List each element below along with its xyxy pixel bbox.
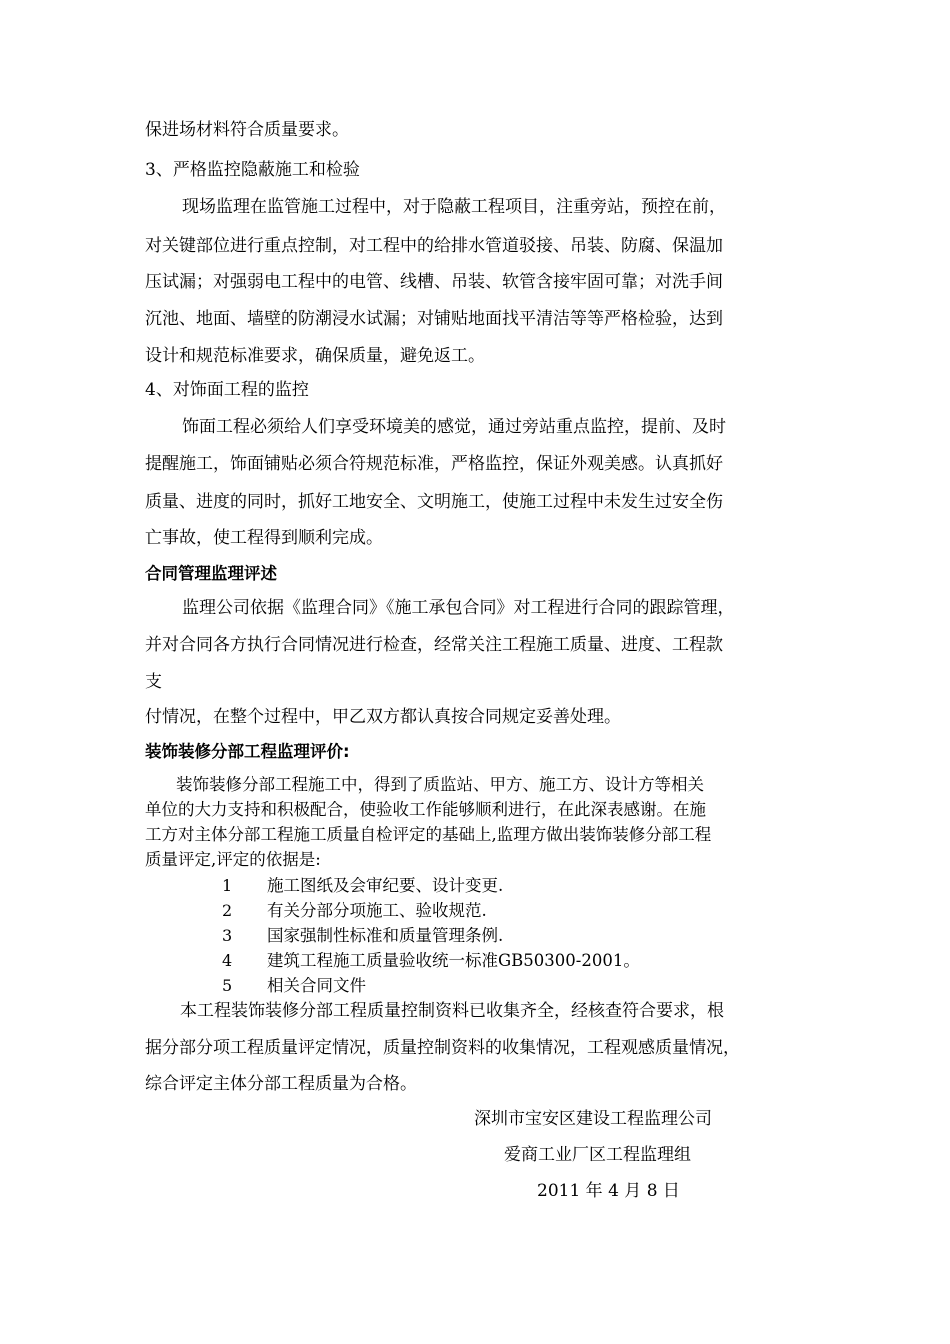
contract-heading: 合同管理监理评述 [145, 564, 277, 583]
signature-group: 爱商工业厂区工程监理组 [504, 1145, 691, 1165]
paragraph-line: 支 [145, 672, 162, 692]
paragraph-line: 并对合同各方执行合同情况进行检查，经常关注工程施工质量、进度、工程款 [145, 635, 723, 655]
paragraph-line: 沉池、地面、墙壁的防潮浸水试漏；对铺贴地面找平清洁等等严格检验，达到 [145, 309, 723, 329]
paragraph-line: 装饰装修分部工程施工中，得到了质监站、甲方、施工方、设计方等相关 [176, 775, 704, 794]
basis-item-text: 相关合同文件 [267, 976, 366, 995]
evaluation-heading: 装饰装修分部工程监理评价: [145, 742, 350, 761]
item-3-title: 3、严格监控隐蔽施工和检验 [145, 160, 360, 180]
basis-item-number: 1 [222, 876, 233, 895]
basis-item-text: 有关分部分项施工、验收规范. [267, 901, 487, 920]
paragraph-line: 本工程装饰装修分部工程质量控制资料已收集齐全，经核查符合要求，根 [180, 1001, 724, 1021]
basis-item-number: 5 [222, 976, 233, 995]
paragraph-line: 压试漏；对强弱电工程中的电管、线槽、吊装、软管含接牢固可靠；对洗手间 [145, 272, 723, 292]
paragraph-line: 综合评定主体分部工程质量为合格。 [145, 1074, 417, 1094]
basis-item-number: 2 [222, 901, 233, 920]
paragraph-line: 现场监理在监管施工过程中，对于隐蔽工程项目，注重旁站，预控在前， [182, 197, 726, 217]
signature-date: 2011 年 4 月 8 日 [537, 1181, 680, 1201]
paragraph-line: 单位的大力支持和积极配合，使验收工作能够顺利进行，在此深表感谢。在施 [145, 800, 706, 819]
paragraph-line: 工方对主体分部工程施工质量自检评定的基础上,监理方做出装饰装修分部工程 [145, 825, 712, 844]
paragraph-line: 付情况，在整个过程中，甲乙双方都认真按合同规定妥善处理。 [145, 707, 621, 727]
paragraph-line: 保进场材料符合质量要求。 [145, 120, 349, 140]
basis-item-number: 3 [222, 926, 233, 945]
item-4-title: 4、对饰面工程的监控 [145, 380, 309, 400]
paragraph-line: 质量、进度的同时，抓好工地安全、文明施工，使施工过程中未发生过安全伤 [145, 492, 723, 512]
paragraph-line: 监理公司依据《监理合同》《施工承包合同》对工程进行合同的跟踪管理， [182, 598, 735, 618]
paragraph-line: 对关键部位进行重点控制，对工程中的给排水管道驳接、吊装、防腐、保温加 [145, 236, 723, 256]
basis-item-text: 建筑工程施工质量验收统一标准GB50300-2001。 [267, 951, 640, 970]
signature-company: 深圳市宝安区建设工程监理公司 [474, 1109, 712, 1129]
paragraph-line: 设计和规范标准要求，确保质量，避免返工。 [145, 346, 485, 366]
basis-item-text: 施工图纸及会审纪要、设计变更. [267, 876, 504, 895]
paragraph-line: 提醒施工，饰面铺贴必须合符规范标准，严格监控，保证外观美感。认真抓好 [145, 454, 723, 474]
basis-item-number: 4 [222, 951, 233, 970]
paragraph-line: 据分部分项工程质量评定情况，质量控制资料的收集情况，工程观感质量情况， [145, 1038, 740, 1058]
basis-item-text: 国家强制性标准和质量管理条例. [267, 926, 504, 945]
paragraph-line: 亡事故，使工程得到顺利完成。 [145, 528, 383, 548]
paragraph-line: 质量评定,评定的依据是: [145, 850, 321, 869]
paragraph-line: 饰面工程必须给人们享受环境美的感觉，通过旁站重点监控，提前、及时 [182, 417, 726, 437]
